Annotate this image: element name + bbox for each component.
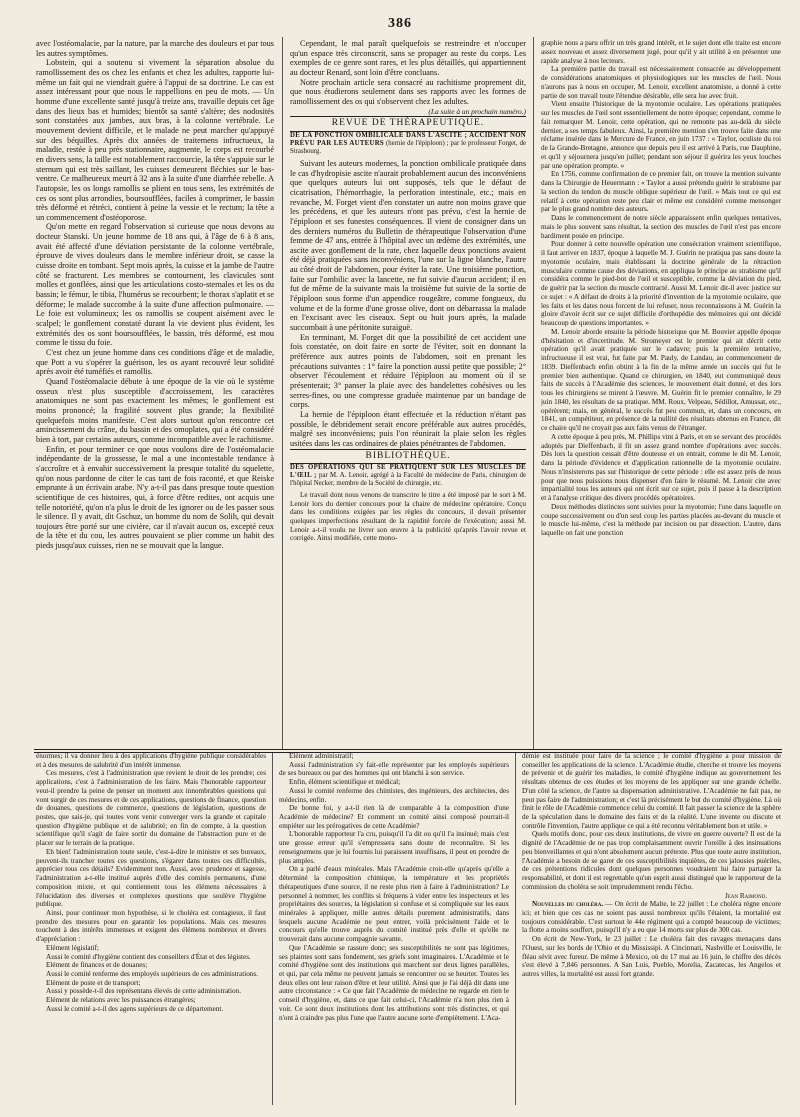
article-subtitle: [290, 132, 526, 156]
news-label: Nouvelles du choléra.: [532, 900, 604, 909]
list-line: Elément législatif;: [46, 943, 99, 952]
paragraph: La hernie de l'épiploon étant effectuée et la réduction n'étant pas possible, le débridement serait encore préférable aux autres procédés, malgré ses inconvéniens; puis l'on réunirait la plaie selon les règles usitées dans les cas ordinaires de plaies pénétrantes de l'abdomen.: [290, 409, 526, 448]
paragraph: Qu'on mette en regard l'observation si curieuse que nous devons au docteur Stanski. Un jeune homme de 18 ans qui, à l'âge de 6 à 8 ans, avait été affecté d'une déviation persistante de la colonne vertébrale, éprouve de vives douleurs dans le membre inférieur droit, se casse la cuisse droite en tombant. Sept mois après, la cuisse et la jambe de l'autre côté se fracturent. Les membres se contournent, les clavicules sont molles et gonflées, ainsi que les articulations costo-sternales et les os du bassin; le fémur, le tibia, l'humérus se recourbent; le thorax s'aplatit et se déforme; le malade succombe à la suite d'une affection pulmonaire. — Le foie est volumineux; les os ramollis se coupent aisément avec le scalpel; le gonflement constaté durant la vie devient plus évident, les extrémités des os sont boursoufflées, le bassin, très déformé, est mou comme le tissu du foie.: [36, 222, 274, 348]
paragraph: M. Lenoir aborde ensuite la période historique que M. Bouvier appelle époque d'hésitation et d'incertitude. M. Stromeyer est le premier qui ait décrit cette opération qu'il avait pratiquée sur le cadavre; puis la première tentative, infructueuse il est vrai, fut faite par M. Pauly, de Landau, au commencement de 1839. Dieffenbach enfin obtint à la fin de la même année un succès qui fut le premier bien authentique. Quand ce chirurgien, en 1840, eut communiqué deux faits de succès à l'Académie des sciences, le mouvement était donné, et des lors tous les chirurgiens se mirent à l'œuvre. M. Guérin fit le premier connaître, le 29 juin 1840, les résultats de sa pratique. MM. Roux, Velpeau, Sédillot, Amussat, etc., opérèrent; mais, en général, le succès fut peu commun, et, dans un concours, en 1841, un compétiteur, en présence de la nullité des résultats obtenus en France, dit ce chaire qu'il ne croyait pas aux faits venus de l'étranger.: [541, 327, 781, 432]
paragraph: Enfin, et pour terminer ce que nous voulons dire de l'ostéomalacie indépendante de la grossesse, le mal a une incontestable tendance à s'accroître et à envahir successivement la presque totalité du squelette, qu'on nous pardonne de citer le cas tant de fois raconté, et que Reiske emprunte à un écrivain arabe. N'y a-t-il pas dans presque toute question scientifique de ces histoires, qui, à force d'être redites, ont acquis une telle notoriété, qu'on n'a plus le droit de les ignorer ou de les passer sous le silence. Il y avait, dit Gschuz, un homme du nom de Solih, qui devait toujours être porté sur une civière, car il n'avait aucun os, excepté ceux de la tête et du cou, les autres pouvaient se plier comme un habit des pieds jusqu'aux cuisses, rien ne se mouvait que la langue.: [36, 444, 274, 551]
list-line: Elément administratif;: [289, 752, 354, 760]
paragraph: Le travail dont nous venons de transcrire le titre a été imposé par le sort à M. Lenoir lors du dernier concours pour la chaire de médecine opératoire. Conçu dans les conditions exigées par les règles du concours, il devait présenter quelques imperfections résultant de la rapidité forcée de l'exécution; aussi M. Lenoir a-t-il voulu ne livrer son œuvre à la publicité qu'après l'avoir revue et corrigée. Ainsi modifiée, cette mono-: [290, 491, 526, 543]
paragraph: On a parlé d'eaux minérales. Mais l'Académie croit-elle qu'après qu'elle a déterminé la composition chimique, la température et les propriétés thérapeutiques d'une source, il ne reste plus rien à faire à l'administration? Le personnel à nommer, les conflits si fréquens à vider entre les inspecteurs et les propriétaires des sources, la législation si confuse et si compliquée sur les eaux minérales à appliquer, mille autres détails purement administratifs, dans lesquels aucune Académie ne peut entrer, voilà précisément l'aide et le concours qu'elle trouve auprès du comité institué près d'elle et qu'elle ne trouverait dans aucune compagnie savante.: [279, 865, 509, 944]
article-subtitle-bold: DE LA PONCTION OMBILICALE DANS L'ASCITE ; ACCIDENT NON PRÉVU PAR LES AUTEURS: [290, 131, 526, 147]
list-line: Aussi le comité renferme des employés supérieurs de ces administrations.: [46, 969, 258, 978]
paragraph: L'honorable rapporteur l'a cru, puisqu'il l'a dit ou qu'il l'a insinué; mais c'est une grosse erreur qu'il s'empressera sans doute de reconnaître. Si les renseignemens que je lui fournis lui paraissent insuffisans, il peut en prendre de plus amples.: [279, 830, 509, 865]
top-column-3: [541, 39, 781, 749]
list-line: Elément de poste et de transport;: [46, 978, 141, 987]
paragraph: Deux méthodes distinctes sont suivies pour la myotomie; l'une dans laquelle on coupe successivement ou d'un seul coup les parties placées au-devant du muscle et le muscle lui-même, c'est la méthode par incision ou par dissection. L'autre, dans laquelle on fait une ponction: [541, 502, 781, 537]
paragraph: avec l'ostéomalacie, par la nature, par la marche des douleurs et par tous les autres symptômes.: [36, 39, 274, 58]
paragraph: Ainsi, pour continuer mon hypothèse, si le choléra est contagieux, il faut prendre des mesures pour en garantir les populations. Mais ces mesures touchent à des intérêts immenses et exigent des élémens nombreux et divers d'appréciation :: [36, 908, 266, 944]
paragraph: énormes; il va donner lieu à des applications d'hygiène publique considérables et à des mesures de salubrité d'un intérêt immense.: [36, 752, 266, 769]
paragraph: En terminant, M. Forget dit que la possibilité de cet accident une fois constatée, on doit faire en sorte de l'éviter, soit en donnant la préférence aux autres points de l'abdomen, soit en prenant les précautions suivantes : 1° faire la ponction aussi petite que possible; 2° observer l'écoulement et réduire l'épiploon au moment où il se présenterait; 3° panser la plaie avec des bandelettes cohésives ou les serres-fines, ou une compresse graduée maintenue par un bandage de corps.: [290, 332, 526, 410]
author-signature: Jean Raimond.: [724, 891, 767, 900]
list-line: Aussi le comité a-t-il des agens supérieurs de ce département.: [46, 1004, 224, 1013]
paragraph: Quels motifs donc, pour ces deux institutions, de vivre en guerre ouverte? Il est de la dignité de l'Académie de ne pas trop complaisamment ouvrir l'oreille à des insinuations peu bienveillantes et qui n'ont absolument aucun prétexte. Plus que toute autre institution, l'Académie a besoin de se garer de ces susceptibilités inquiètes, de ces jalousies puériles, de ces prétentions ridicules dont quelques personnes voudraient lui faire partager la responsabilité, et dont il est regrettable qu'un esprit aussi distingué que le rapporteur de la commission du choléra se soit imprudemment rendu l'écho.: [522, 830, 781, 891]
feuilleton-separator: [34, 749, 782, 750]
paragraph: Lobstein, qui a soutenu si vivement la séparation absolue du ramollissement des os chez les enfants et chez les adultes, rapporte lui-même un fait qui ne viendrait guère à l'appui de sa doctrine. Le cas est assez intéressant pour que nous le rappellions en peu de mots. — Un homme d'une excellente santé jusqu'à treize ans, travaille depuis cet âge dans des lieux bas et humides; bientôt sa santé s'altère; des nodosités sont constatées aux jambes, aux bras, à la colonne vertébrale. Le mouvement devient difficile, et le malade ne peut marcher qu'appuyé sur des béquilles. Après dix années de traitemens infructueux, la maladie, restée à peu près stationnaire, augmente, le corps est recourbé en divers sens, la taille est notablement raccourcie, la tête s'appuie sur le sternum qui est très saillant, les cuisses demeurent fléchies sur le bas-ventre. Ce malheureux meurt à 32 ans à la suite d'une diarrhée rebelle. A l'autopsie, les os longs ramollis se plient en tous sens, les extrémités de ces os sont plus arrondies, boursoufflées, faciles à comprimer, le bassin très déformé et rétréci, contient à peine la vessie et le rectum; la tête a un commencement d'ostéoporose.: [36, 58, 274, 222]
paragraph: graphie nous a paru offrir un très grand intérêt, et le sujet dont elle traite est encore assez nouveau et assez diversement jugé, pour qu'il y ait utilité à en présenter une rapide analyse à nos lecteurs.: [541, 39, 781, 65]
page-number: 386: [388, 16, 412, 31]
section-heading-bibliotheque: BIBLIOTHÈQUE.: [290, 449, 526, 465]
book-subtitle: [290, 464, 526, 488]
news-text: — On écrit de Malte, le 22 juillet : Le choléra règne encore ici; et bien que ces cas ne soient pas aussi nombreux qu'ils l'étaient, la mortalité est toujours considérable. C'est surtout le 44e régiment qui a compté beaucoup de victimes; la flotte a moins souffert, puisqu'il n'y a eu que 14 morts sur plus de 300 cas.: [522, 900, 781, 935]
list-line: Aussi le comité d'hygiène contient des conseillers d'État et des légistes.: [46, 952, 251, 961]
paragraph: Suivant les auteurs modernes, la ponction ombilicale pratiquée dans le cas d'hydropisie ascite n'aurait probablement aucun des inconvéniens que quelques auteurs lui ont supposés, tels que le défaut de cicatrisation, l'hémorrhagie, la perforation intestinale, etc.; mais en revanche, M. Forget vient d'en constater un autre non moins grave que les précédens, et que les auteurs n'ont pas prévu, c'est la hernie de l'épiploon et ses funestes conséquences. Il vient de consigner dans un des derniers numéros du Bulletin de thérapeutique l'observation d'une femme de 47 ans, entrée à l'hôpital avec un œdème des extrémités, une ascite avec gonflement de la rate, chez laquelle deux ponctions avaient été déjà pratiquées sans inconvéniens, l'une sur la ligne blanche, l'autre au côté droit de l'abdomen, pour éviter la rate. Une troisième ponction, faite sur l'ombilic avec la lancette, ne fut suivie d'aucun accident; il en fut de même de la suivante mais la troisième fut suivie de la sortie de l'épiploon sous forme d'un appendice rougeâtre, comme fongueux, du volume et de la forme d'une grosse olive, dont on débarrassa la malade en l'excisant avec les ciseaux. Sept ou huit jours après, la malade succombait à une péritonite suraiguë.: [290, 158, 526, 333]
paragraph: A cette époque à peu près, M. Phillips vint à Paris, et en se servant des procédés adoptés par Dieffenbach, il fit un assez grand nombre d'opérations avec succès. Dès lors la question cessait d'être douteuse et on entrait, comme le dit M. Lenoir, dans la période d'évidence et d'application rationnelle de la myotomie oculaire. Nous n'insisterons pas sur l'historique de cette période : elle est assez près de nous pour que nous puissions nous dispenser d'en faire le résumé. M. Lenoir cite avec impartialité tous les auteurs qui ont écrit sur ce sujet, puis il passe à la description et à l'analyse critique des divers procédés opératoires.: [541, 432, 781, 502]
paragraph: Quand l'ostéomalacie débute à une époque de la vie où le système osseux n'est plus susceptible d'accroissement, les caractères anatomiques ne sont pas exactement les mêmes; le gonflement est moins prononcé; la fragilité souvent plus grande; la flexibilité quelquefois moins manifeste. C'est alors surtout qu'on rencontre cet amincissement du crâne, du bassin et des omoplates, qui a été considéré bien à tort, par certains auteurs, comme incompatible avec le rachitisme.: [36, 376, 274, 444]
list-line: Enfin, élément scientifique et médical;: [289, 778, 401, 787]
column-divider: [515, 753, 516, 1105]
bottom-column-2: [279, 752, 509, 1107]
continuation-note: (La suite à un prochain numéro.): [428, 106, 526, 116]
column-divider: [533, 37, 534, 750]
bottom-column-1: [36, 752, 266, 1107]
list-line: Elément de finances et de douanes;: [46, 961, 148, 970]
paragraph: C'est chez un jeune homme dans ces conditions d'âge et de maladie, que Pott a vu s'opérer la guérison, les os ayant recouvré leur solidité après avoir été tuméfiés et ramollis.: [36, 348, 274, 377]
paragraph: Ces mesures, c'est à l'administration que revient le droit de les prendre; ces applications, c'est à l'administration de les faire. Mais l'honorable rapporteur veut-il prendre la peine de penser un moment aux innombrables questions qui vont surgir de ces mesures et de ces applications, questions de finance, question de douanes, questions de commerce, questions de législation, questions de postes, que sais-je, qui toutes vont venir converger vers la grande et capitale question d'hygiène publique et de salubrité; en fin de compte, à la question scientifique qu'il s'agit de faire sortir du domaine de l'abstraction pure et de placer sur le terrain de la pratique.: [36, 769, 266, 848]
paragraph: Aussi l'administration s'y fait-elle représenter par les employés supérieurs de ses bureaux ou par des hommes qui ont blanchi à son service.: [279, 760, 509, 778]
paragraph: Que l'Académie se rassure donc; ses susceptibilités ne sont pas légitimes, ses plaintes sont sans fondement, ses griefs sont imaginaires. L'Académie et le comité d'hygiène sont des institutions qui marchent sur deux lignes parallèles, et qui, par cela même ne peuvent jamais se rencontrer ou se heurter. Toutes les deux elles ont leur raison d'être et leur utilité. Ainsi que je l'ai déjà dit dans une autre circonstance : « Ce que fait l'Académie de médecine ne regarde en rien le conseil d'hygiène, et, dans ce que fait celui-ci, l'Académie n'a non plus rien à voir. Ce sont deux institutions dont les attributions sont très distinctes, et qui n'ont à craindre pas plus l'une que l'autre aucune sorte d'empiètement. L'Aca-: [279, 943, 509, 1022]
paragraph: démie est instituée pour faire de la science ; le comité d'hygiène a pour mission de conseiller les applications de la science. L'Académie étudie, cherche et trouve les moyens de prévenir et de guérir les maladies, le comité d'hygiène indique au gouvernement les résultats obtenus de ces études et les moyens de les appliquer sur une grande échelle. D'un côté la science, de l'autre sa dispensation administrative. L'Académie ne fait pas, ne peut pas faire de l'administration; et c'est là précisément le but du comité d'hygiène. Là où finit le rôle de l'Académie commence celui du comité. Il fait passer la science de la sphère de la spéculation dans le domaine des faits et de la réalité. L'une invente ou discute et contrôle l'invention, l'autre applique ce qui a été reconnu véritablement bon et utile. »: [522, 752, 781, 830]
top-column-2: [290, 39, 526, 749]
list-line: Elément de relations avec les puissances étrangères;: [46, 996, 196, 1005]
article-subtitle-rest: (hernie de l'épiploon) ; par le professeur Forget, de Strasbourg.: [290, 139, 526, 155]
book-subtitle-rest: par M. A. Lenoir, agrégé à la Faculté de médecine de Paris, chirurgien de l'hôpital Necker, membre de la Société de chirurgie, etc.: [290, 472, 526, 488]
list-line: Aussi y possède-t-il des représentans élevés de cette administration.: [46, 987, 242, 996]
section-heading-therapeutique: REVUE DE THÉRAPEUTIQUE.: [290, 116, 526, 132]
top-column-1: [36, 39, 274, 749]
paragraph: Notre prochain article sera consacré au rachitisme proprement dit, que nous étudierons seulement dans ses rapports avec les formes de ramollissement des os qui s'observent chez les adultes.: [290, 77, 526, 106]
paragraph: Aussi le comité renferme des chimistes, des ingénieurs, des architectes, des médecins, enfin.: [279, 786, 509, 804]
paragraph: Pour donner à cette nouvelle opération une consécration vraiment scientifique, il faut arriver en 1837, époque à laquelle M. J. Guérin ne pratiqua pas sans doute la myotomie oculaire, mais établissant la doctrine générale de la rétraction musculaire comme cause des déviations, en appliqua le principe au strabisme qu'il considéra comme le pied-bot de l'œil et susceptible, comme la déviation du pied, de guérir par la section du muscle contracté. Aussi M. Lenoir dit-il avec justice sur ce sujet : « A défaut de droits à la priorité d'invention de la myotomie oculaire, que les faits et les dates nous forcent de lui refuser, nous reconnaissons à M. Guérin la gloire d'avoir écrit sur ce sujet difficile d'orthopédie des mémoires qui ont décidé beaucoup de questions importantes. »: [541, 240, 781, 327]
paragraph: Eh bien! l'administration toute seule, c'est-à-dire le ministre et ses bureaux, peuvent-ils trancher toutes ces questions, s'égarer dans toutes ces difficultés, apprécier tous ces détails? Evidemment non. Aussi, avec prudence et sagesse, l'administration a-t-elle institué auprès d'elle des comités permanens, d'une composition mixte, et qui contiennent tous les élémens nécessaires à l'élucidation des diverses et complexes questions que soulève l'hygiène publique.: [36, 847, 266, 909]
paragraph: La première partie du travail est nécessairement consacrée au développement de considérations anatomiques et physiologiques sur les muscles de l'œil. Nous n'aurons pas à nous en occuper, M. Lenoir, excellent anatomiste, a donné à cette partie de son travail toute l'étendue désirable, elle sera lue avec fruit.: [541, 65, 781, 100]
paragraph: Vient ensuite l'historique de la myotomie oculaire. Les opérations pratiquées sur les muscles de l'œil sont essentiellement de notre époque; cependant, comme le fait remarquer M. Lenoir, cette opération, qui ne remonte pas au-delà du siècle dernier, a ses temps fabuleux. Ainsi, la première mention s'en trouve faite dans une réclame insérée dans le Mercure de France, en juin 1737 : « Taylor, oculiste du roi de la Grande-Bretagne, annonce que depuis peu il est arrivé à Paris, rue Dauphine, et qu'il y séjournera jusqu'en juillet; pendant son séjour il guérira les yeux louches par une opération prompte. »: [541, 100, 781, 170]
paragraph: De bonne foi, y a-t-il rien là de comparable à la composition d'une Académie de médecine? Et comment un comité ainsi composé pourrait-il empiéter sur les prérogatives de cette Académie?: [279, 804, 509, 830]
column-divider: [272, 753, 273, 1105]
paragraph: Cependant, le mal paraît quelquefois se restreindre et n'occuper qu'un espace très circonscrit, sans se propager au reste du corps. Les exemples de ce genre sont rares, et les plus détaillés, qui appartiennent au docteur Renard, sont loin d'être concluans.: [290, 39, 526, 77]
bottom-column-3: [522, 752, 781, 1107]
paragraph: En 1756, comme confirmation de ce premier fait, on trouve la mention suivante dans la Chirurgie de Heuermann : « Taylor a aussi prétendu guérir le strabisme par la section du tendon du muscle oblique supérieur de l'œil. » Mais tout ce qui est relatif à cette opération reste peu clair et même est considéré comme mensonger par le plus grand nombre des auteurs.: [541, 170, 781, 214]
news-paragraph: [522, 900, 781, 935]
book-subtitle-bold: DES OPÉRATIONS QUI SE PRATIQUENT SUR LES MUSCLES DE L'ŒIL ;: [290, 464, 526, 480]
paragraph: Dans le commencement de notre siècle apparaissent enfin quelques tentatives, mais le plus souvent sans résultat, la section des muscles de l'œil n'est pas encore hardiment posée en principe.: [541, 214, 781, 240]
news-paragraph: On écrit de New-York, le 23 juillet : Le choléra fait des ravages menaçans dans l'Ouest, sur les bords de l'Ohio et du Mississipi. A Cincinnati, Nashville et Louisville, le fléau sévit avec fureur. De même à Mexico, où du 17 mai au 16 juin, le chiffre des décès s'est élevé à 7,846 personnes. A San Luis, Pueblo, Morelia, Zacatecas, les Angelos et autres villes, la mortalité est aussi fort grande.: [522, 935, 781, 978]
column-divider: [282, 37, 283, 750]
